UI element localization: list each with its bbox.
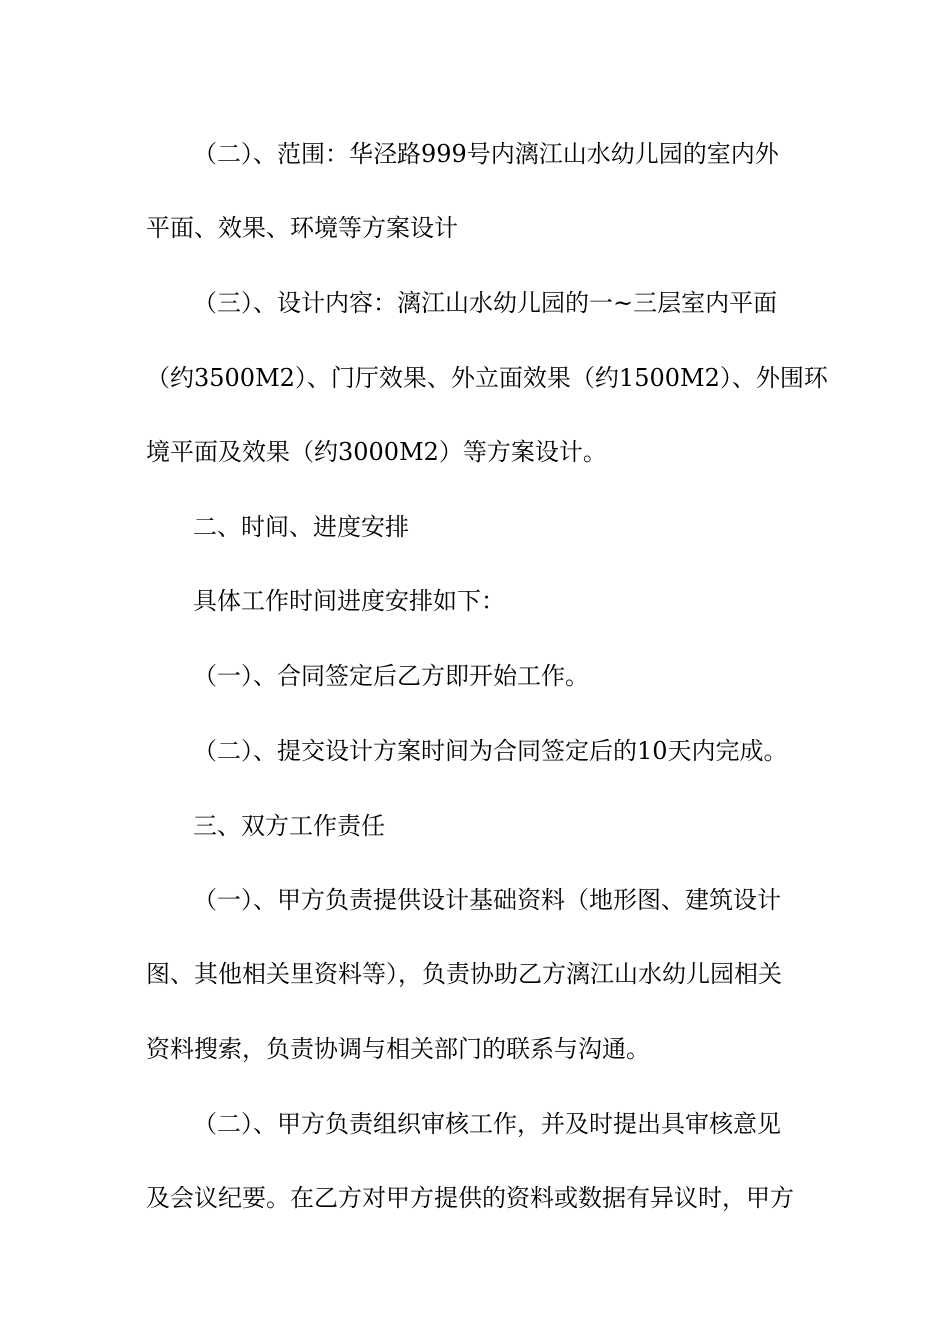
text-line: 及会议纪要。在乙方对甲方提供的资料或数据有异议时，甲方 [146,1184,794,1212]
section-heading: 二、时间、进度安排 [193,513,409,541]
text-line: （一）、甲方负责提供设计基础资料（地形图、建筑设计 [193,886,781,914]
text-line: 具体工作时间进度安排如下： [193,587,505,615]
section-heading: 三、双方工作责任 [193,812,385,840]
text-line: （二）、范围：华泾路999号内漓江山水幼儿园的室内外 [193,140,779,168]
text-line: （二）、甲方负责组织审核工作，并及时提出具审核意见 [193,1110,781,1138]
text-line: （约3500M2）、门厅效果、外立面效果（约1500M2）、外围环 [146,364,828,392]
text-line: 平面、效果、环境等方案设计 [146,214,458,242]
text-line: 境平面及效果（约3000M2）等方案设计。 [146,438,607,466]
text-line: （二）、提交设计方案时间为合同签定后的10天内完成。 [193,737,788,765]
text-line: 资料搜索，负责协调与相关部门的联系与沟通。 [146,1035,650,1063]
text-line: 图、其他相关里资料等），负责协助乙方漓江山水幼儿园相关 [146,960,782,988]
text-line: （一）、合同签定后乙方即开始工作。 [193,662,589,690]
text-line: （三）、设计内容：漓江山水幼儿园的一~三层室内平面 [193,289,778,317]
